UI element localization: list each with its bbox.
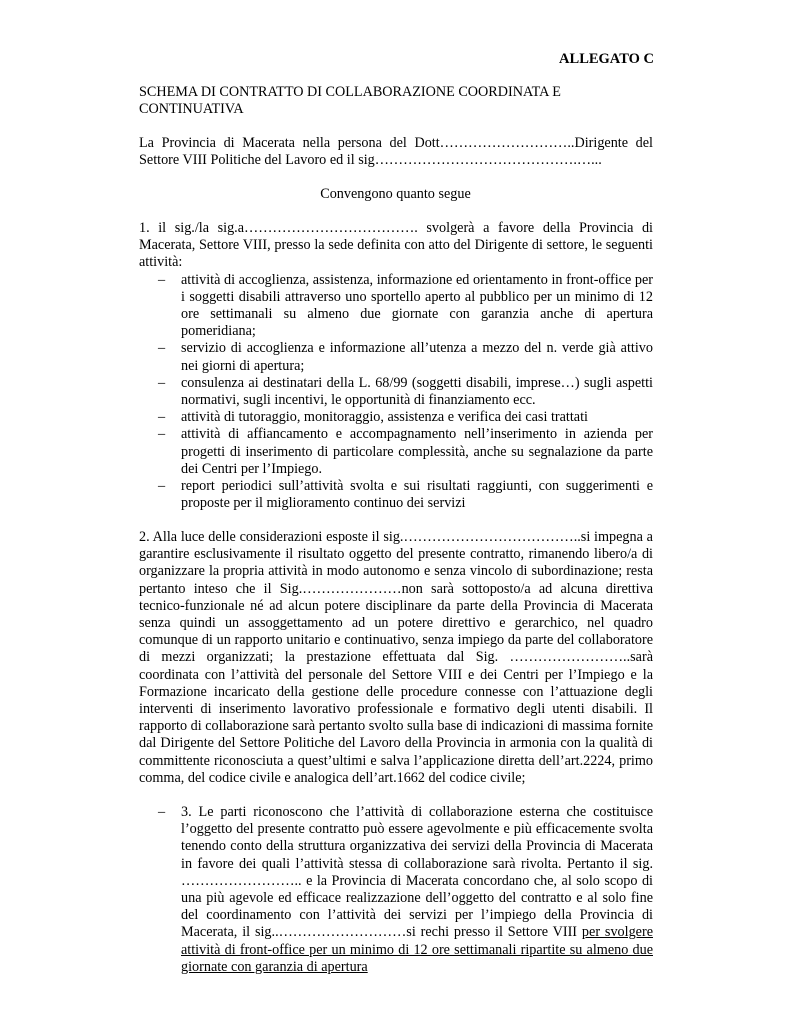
dash-bullet: – — [158, 478, 166, 495]
activity-list — [139, 272, 653, 513]
dash-bullet: – — [158, 426, 166, 443]
dash-bullet: – — [158, 409, 166, 426]
list-item: – attività di tutoraggio, monitoraggio, assistenza e verifica dei casi trattati — [158, 409, 588, 426]
section-3-list — [139, 804, 653, 976]
list-item: – report periodici sull’attività svolta e sui risultati raggiunti, con suggerimenti e proposte per il miglioramento continuo dei servizi — [158, 478, 653, 512]
dash-bullet: – — [158, 804, 166, 820]
dash-bullet: – — [158, 271, 166, 288]
list-item — [139, 804, 653, 976]
dash-bullet: – — [158, 340, 166, 357]
section-3-text: 3. Le parti riconoscono che l’attività di collaborazione esterna che costituisce l’oggetto del presente contratto può essere agevolmente e più efficacemente svolta tenendo conto della struttura organizzativa dei servizi della Provincia di Macerata in favore dei quali l’attività stessa di collaborazione sarà rivolta. Pertanto il sig. …………………….. e la Provincia di Macerata concordano che, al solo scopo di una più agevole ed efficace realizzazione dell’oggetto del contratto e al solo fine del coordinamento con l’attività dei servizi per l’impiego della Provincia di Macerata, il sig..………………………si rechi presso il Settore VIII — [181, 804, 653, 941]
intro-paragraph: La Provincia di Macerata nella persona del Dott………………………..Dirigente del Settore VIII Politiche del Lavoro ed il sig…………………………………….…... — [139, 135, 653, 169]
section-1-text: 1. il sig./la sig.a………………………………. svolgerà a favore della Provincia di Macerata, Settore VIII, presso la sede definita con atto del Dirigente di settore, le seguenti attività: — [139, 220, 653, 271]
section-2: 2. Alla luce delle considerazioni esposte il sig.………………………………..si impegna a garantire esclusivamente il risultato oggetto del presente contratto, rimanendo libero/a di organizzare la propria attività in modo autonomo e senza vincolo di subordinazione; resta pertanto inteso che il Sig.…………………non sarà sottoposto/a ad alcuna direttiva tecnico-funzionale né ad alcun potere disciplinare da parte della Provincia di Macerata senza quindi un assoggettamento ad un potere direttivo e gerarchico, nel quadro comunque di un rapporto unitario e continuativo, senza impiego da parte del collaboratore di mezzi organizzati; la prestazione effettuata dal Sig. ……………………..sarà coordinata con l’attività del personale del Settore VIII e dei Centri per l’Impiego e la Formazione incaricato della gestione delle procedure connesse con l’attuazione degli interventi di inserimento lavorativo professionale e formativo degli utenti disabili. Il rapporto di collaborazione sarà pertanto svolto sulla base di indicazioni di massima fornite dal Dirigente del Settore Politiche del Lavoro della Provincia in armonia con la qualità di committente riconosciuta a quest’ultimi e salva l’applicazione diretta dell’art.2224, primo comma, del codice civile e analogica dell’art.1662 del codice civile; — [139, 529, 653, 786]
list-item: – servizio di accoglienza e informazione all’utenza a mezzo del n. verde già attivo nei giorni di apertura; — [158, 340, 653, 374]
list-item: – attività di accoglienza, assistenza, informazione ed orientamento in front-office per i soggetti disabili attraverso uno sportello aperto al pubblico per un minimo di 12 ore settimanali su almeno due giornate con garanzia anche di apertura pomeridiana; — [158, 271, 653, 340]
section-1 — [139, 220, 653, 512]
list-item: – attività di affiancamento e accompagnamento nell’inserimento in azienda per progetti di inserimento di particolare complessità, anche su segnalazione da parte dei Centri per l’Impiego. — [158, 426, 653, 477]
list-item: – consulenza ai destinatari della L. 68/99 (soggetti disabili, imprese…) sugli aspetti normativi, sugli incentivi, le opportunità di finanziamento ecc. — [158, 374, 653, 409]
section-3 — [139, 804, 653, 976]
allegato-label: ALLEGATO C — [559, 51, 654, 67]
document-title: SCHEMA DI CONTRATTO DI COLLABORAZIONE COORDINATA E CONTINUATIVA — [139, 84, 561, 118]
convengono-heading: Convengono quanto segue — [320, 186, 471, 202]
section-3-underlined-text: per svolgere attività di front-office per un minimo di 12 ore settimanali ripartite su almeno due giornate con garanzia di apertura — [181, 924, 653, 975]
dash-bullet: – — [158, 374, 166, 391]
